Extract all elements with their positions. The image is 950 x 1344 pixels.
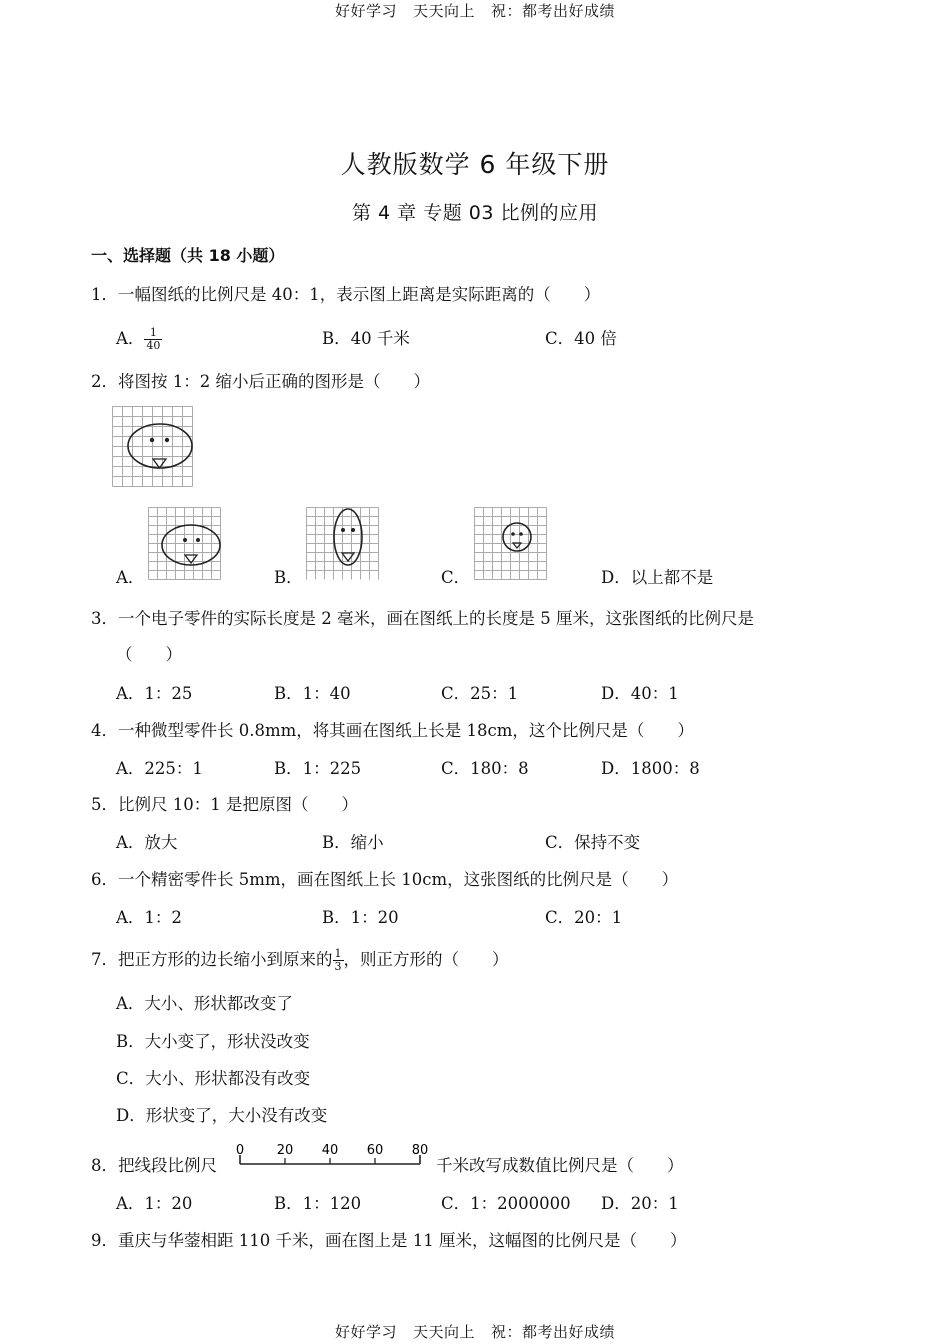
footer-text: 天天向上 <box>412 1323 475 1341</box>
header-text: 天天向上 <box>412 2 475 20</box>
q2-option-a-figure[interactable] <box>148 507 222 581</box>
q5-option-b[interactable]: B．缩小 <box>322 833 384 852</box>
q1-option-a[interactable] <box>116 325 162 352</box>
grid <box>113 407 193 487</box>
footer-text: 好好学习 <box>334 1323 397 1341</box>
q7-option-c[interactable]: C．大小、形状都没有改变 <box>116 1069 311 1088</box>
page-footer <box>0 1321 950 1342</box>
q6-option-a[interactable]: A．1：2 <box>116 908 182 927</box>
question-5-stem: 5．比例尺 10：1 是把原图（ ） <box>91 795 358 814</box>
q8-option-a[interactable]: A．1：20 <box>116 1194 193 1213</box>
question-3-stem: 3．一个电子零件的实际长度是 2 毫米，画在图纸上的长度是 5 厘米，这张图纸的比例尺是 <box>91 609 754 628</box>
q3-option-d[interactable]: D．40：1 <box>601 684 679 703</box>
scale-label: 60 <box>366 1143 384 1158</box>
q4-option-b[interactable]: B．1：225 <box>274 759 362 778</box>
q1-option-b[interactable]: B．40 千米 <box>322 329 410 348</box>
q3-option-a[interactable]: A．1：25 <box>116 684 193 703</box>
q2-option-a-label[interactable]: A． <box>116 568 145 587</box>
q3-option-c[interactable]: C．25：1 <box>441 684 519 703</box>
scale-label: 0 <box>235 1143 245 1158</box>
page-header <box>0 0 950 21</box>
q7-option-d[interactable]: D．形状变了，大小没有改变 <box>116 1106 328 1125</box>
q7-option-b[interactable]: B．大小变了，形状没改变 <box>116 1032 310 1051</box>
question-8-stem-b: 千米改写成数值比例尺是（ ） <box>436 1156 684 1175</box>
q2-option-d[interactable]: D．以上都不是 <box>601 568 714 587</box>
q4-option-a[interactable]: A．225：1 <box>116 759 203 778</box>
q2-option-c-label[interactable]: C． <box>441 568 471 587</box>
footer-text: 祝：都考出好成绩 <box>491 1323 616 1341</box>
scale-label: 40 <box>321 1143 339 1158</box>
question-6-stem: 6．一个精密零件长 5mm，画在图纸上长 10cm，这张图纸的比例尺是（ ） <box>91 870 679 889</box>
q1-option-c[interactable]: C．40 倍 <box>545 329 617 348</box>
q2-option-b-label[interactable]: B． <box>274 568 303 587</box>
option-label: A． <box>116 329 145 348</box>
q8-option-b[interactable]: B．1：120 <box>274 1194 362 1213</box>
q4-option-c[interactable]: C．180：8 <box>441 759 529 778</box>
header-text: 好好学习 <box>334 2 397 20</box>
q7-option-a[interactable]: A．大小、形状都改变了 <box>116 994 293 1013</box>
scale-label: 80 <box>411 1143 429 1158</box>
q2-option-b-figure[interactable] <box>306 507 380 581</box>
q5-option-c[interactable]: C．保持不变 <box>545 833 641 852</box>
question-1-stem: 1．一幅图纸的比例尺是 40：1，表示图上距离是实际距离的（ ） <box>91 285 601 304</box>
q8-option-d[interactable]: D．20：1 <box>601 1194 679 1213</box>
question-9-stem: 9．重庆与华蓥相距 110 千米，画在图上是 11 厘米，这幅图的比例尺是（ ） <box>91 1231 687 1250</box>
line-scale-figure <box>234 1138 434 1172</box>
eye <box>165 438 169 442</box>
question-3-stem-cont: （ ） <box>116 645 182 664</box>
original-face-figure <box>112 406 194 488</box>
section-heading: 一、选择题（共 18 小题） <box>91 246 285 265</box>
stem-text: ，则正方形的（ ） <box>343 950 509 969</box>
eye <box>150 438 154 442</box>
question-8-stem-a: 8．把线段比例尺 <box>91 1156 217 1175</box>
q2-option-c-figure[interactable] <box>474 507 548 581</box>
question-7-stem <box>91 946 509 973</box>
q5-option-a[interactable]: A．放大 <box>116 833 178 852</box>
page-subtitle: 第 4 章 专题 03 比例的应用 <box>352 202 598 224</box>
fraction: $\frac{1}{40}$ <box>146 326 161 352</box>
question-2-stem: 2．将图按 1：2 缩小后正确的图形是（ ） <box>91 372 430 391</box>
q3-option-b[interactable]: B．1：40 <box>274 684 351 703</box>
header-text: 祝：都考出好成绩 <box>491 2 616 20</box>
question-4-stem: 4．一种微型零件长 0.8mm，将其画在图纸上长是 18cm，这个比例尺是（ ） <box>91 721 694 740</box>
q8-option-c[interactable]: C．1：2000000 <box>441 1194 571 1213</box>
fraction: $\frac{1}{3}$ <box>334 947 342 973</box>
q6-option-b[interactable]: B．1：20 <box>322 908 399 927</box>
stem-text: 7．把正方形的边长缩小到原来的 <box>91 950 333 969</box>
scale-label: 20 <box>276 1143 294 1158</box>
page-title: 人教版数学 6 年级下册 <box>340 150 610 179</box>
q6-option-c[interactable]: C．20：1 <box>545 908 623 927</box>
q4-option-d[interactable]: D．1800：8 <box>601 759 700 778</box>
